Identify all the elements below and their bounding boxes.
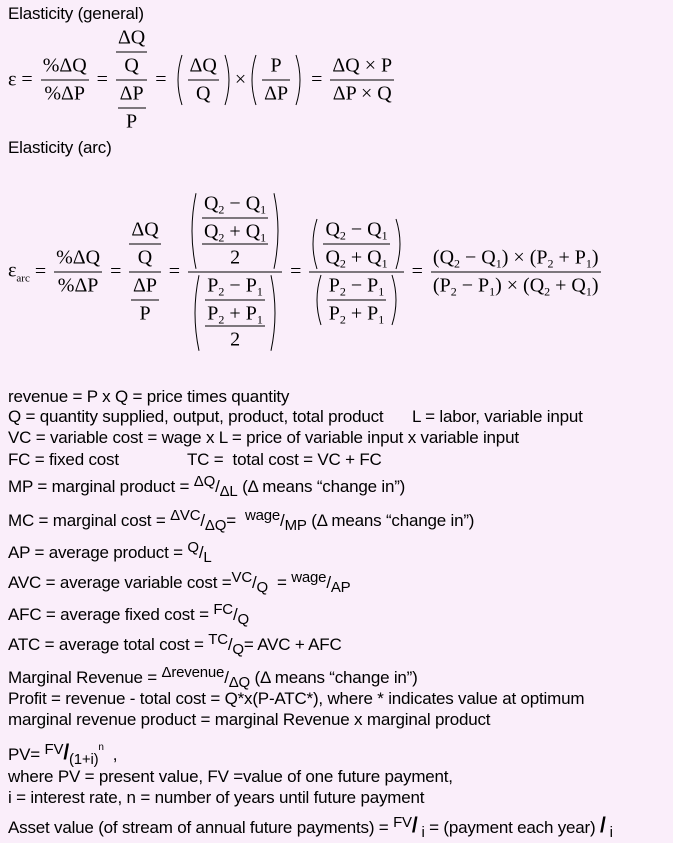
denominator: Q bbox=[232, 641, 244, 658]
parenthesized-denominator bbox=[191, 275, 279, 352]
denominator bbox=[118, 83, 146, 134]
denominator: ΔQ bbox=[228, 674, 251, 691]
numerator: $(Q_2 - Q_1) \times (P_2 + P_1)$ bbox=[432, 246, 599, 271]
line-fc: FC = fixed cost bbox=[8, 450, 119, 469]
subscript: 2 bbox=[218, 230, 225, 245]
numerator: P bbox=[262, 55, 290, 81]
text: AFC = average fixed cost = bbox=[8, 605, 214, 624]
subscript: 2 bbox=[339, 284, 346, 299]
subscript: 1 bbox=[260, 230, 267, 245]
fraction-p-diff-sum bbox=[205, 275, 265, 326]
denominator: (1+i) bbox=[68, 751, 99, 768]
slash: / bbox=[198, 543, 204, 562]
right-paren bbox=[273, 193, 282, 270]
subscript: 2 bbox=[339, 228, 346, 243]
line-q-definition: Q = quantity supplied, output, product, total product bbox=[8, 407, 384, 426]
denominator: Q bbox=[124, 54, 139, 77]
denominator: Q bbox=[237, 611, 249, 628]
numerator: $Q_2 - Q_1$ bbox=[325, 218, 388, 243]
denominator: i bbox=[417, 824, 425, 841]
slash: / bbox=[411, 814, 418, 837]
numerator: TC bbox=[208, 631, 228, 648]
fraction-bar bbox=[309, 272, 403, 273]
fraction-dp-p bbox=[131, 275, 159, 326]
denominator: P bbox=[139, 302, 151, 325]
equals: = bbox=[311, 68, 323, 91]
numerator: $P_2 - P_1$ bbox=[207, 274, 263, 299]
slash: / bbox=[232, 605, 238, 624]
parenthesized-denominator bbox=[313, 275, 401, 326]
numerator: ΔQ bbox=[129, 219, 160, 245]
subscript: 2 bbox=[544, 284, 551, 299]
equals: = bbox=[21, 68, 33, 91]
fraction-q-diff-sum bbox=[202, 193, 268, 244]
fraction-bar bbox=[129, 272, 160, 273]
times: × bbox=[234, 68, 247, 91]
fraction-final bbox=[330, 55, 394, 106]
epsilon-symbol: ε bbox=[8, 68, 17, 91]
numerator: FV bbox=[393, 814, 412, 831]
equals: = bbox=[168, 260, 180, 283]
right-paren bbox=[395, 219, 404, 270]
subscript: 2 bbox=[547, 256, 554, 271]
line-revenue: revenue = P x Q = price times quantity bbox=[8, 387, 290, 406]
parenthesized-fraction bbox=[174, 55, 233, 106]
subscript: 2 bbox=[218, 312, 225, 327]
fraction-dq-q bbox=[116, 27, 147, 78]
parenthesized-numerator bbox=[309, 219, 403, 270]
fraction-p-dp bbox=[262, 55, 290, 106]
numerator: ΔP bbox=[131, 275, 159, 301]
text: Asset value (of stream of annual future payments) = bbox=[8, 818, 394, 837]
fraction-compound bbox=[129, 219, 160, 326]
text: = AVC + AFC bbox=[243, 635, 342, 654]
denominator: ΔL bbox=[219, 483, 238, 500]
denominator: i bbox=[605, 824, 613, 841]
subscript: 1 bbox=[378, 284, 385, 299]
slash: / bbox=[227, 635, 233, 654]
line-avc bbox=[8, 568, 350, 598]
parenthesized-numerator bbox=[188, 193, 282, 270]
denominator: Q bbox=[137, 246, 153, 269]
fraction-bar bbox=[188, 272, 282, 273]
numerator: ΔQ bbox=[193, 473, 216, 490]
line-where-pv: where PV = present value, FV =value of one future payment, bbox=[8, 767, 453, 786]
left-paren bbox=[174, 55, 183, 106]
denominator: $Q_2 + Q_1$ bbox=[203, 220, 267, 245]
text: ATC = average total cost = bbox=[8, 635, 209, 654]
text: Marginal Revenue = bbox=[8, 668, 162, 687]
fraction-q-diff-sum bbox=[323, 219, 389, 270]
epsilon-arc bbox=[8, 260, 30, 285]
numerator bbox=[205, 275, 265, 327]
slash: / bbox=[280, 511, 285, 530]
denominator: ΔP bbox=[264, 82, 289, 105]
line-afc bbox=[8, 600, 249, 630]
line-asset-value bbox=[8, 813, 613, 843]
left-paren bbox=[191, 275, 200, 352]
slash: / bbox=[600, 814, 606, 837]
text: MC = marginal cost = bbox=[8, 511, 171, 530]
line-mrp: marginal revenue product = marginal Revenue x marginal product bbox=[8, 710, 491, 729]
numerator: Q bbox=[187, 539, 199, 556]
denominator: L bbox=[203, 549, 212, 566]
equation-elasticity-arc bbox=[8, 193, 604, 352]
equals: = bbox=[110, 260, 122, 283]
line-tc: TC = total cost = VC + FC bbox=[187, 450, 382, 469]
line-where-i: i = interest rate, n = number of years until future payment bbox=[8, 788, 425, 807]
fraction-bar bbox=[116, 80, 147, 81]
subscript: 1 bbox=[256, 284, 263, 299]
subscript: 2 bbox=[218, 284, 225, 299]
text: AP = average product = bbox=[8, 543, 188, 562]
subscript: 1 bbox=[489, 284, 496, 299]
numerator: wage bbox=[244, 507, 281, 524]
equals: = bbox=[34, 260, 47, 283]
denominator: MP bbox=[284, 517, 307, 534]
subscript: 2 bbox=[218, 202, 225, 217]
subscript: 2 bbox=[454, 256, 461, 271]
denominator: $(P_2 - P_1) \times (Q_2 + Q_1)$ bbox=[432, 274, 599, 299]
numerator: wage bbox=[291, 569, 327, 586]
denominator: P bbox=[126, 110, 138, 133]
text: = bbox=[226, 511, 245, 530]
right-paren bbox=[270, 275, 279, 352]
epsilon-symbol: ε bbox=[8, 259, 17, 282]
line-profit: Profit = revenue - total cost = Q*x(P-ATC*), where * indicates value at optimum bbox=[8, 689, 585, 708]
fraction-midpoint bbox=[188, 193, 282, 352]
denominator: $P_2 + P_1$ bbox=[328, 302, 385, 327]
denominator: %ΔP bbox=[57, 274, 99, 297]
subscript: 1 bbox=[381, 256, 388, 271]
line-ap bbox=[8, 538, 212, 568]
fraction-dp-p bbox=[118, 83, 146, 134]
equals: = bbox=[96, 68, 108, 91]
subscript: 2 bbox=[450, 284, 457, 299]
slash: / bbox=[251, 573, 257, 592]
slash: / bbox=[200, 511, 205, 530]
subscript: 1 bbox=[585, 256, 592, 271]
heading-elasticity-arc: Elasticity (arc) bbox=[8, 138, 112, 157]
left-paren bbox=[309, 219, 318, 270]
numerator bbox=[202, 193, 268, 245]
fraction-dq-q bbox=[129, 219, 160, 270]
equals: = bbox=[155, 68, 167, 91]
line-vc: VC = variable cost = wage x L = price of variable input x variable input bbox=[8, 428, 519, 447]
text: = bbox=[267, 573, 292, 592]
line-l-definition: L = labor, variable input bbox=[412, 407, 583, 426]
slash: / bbox=[326, 573, 331, 592]
text: (Δ means “change in”) bbox=[237, 477, 406, 496]
line-mc bbox=[8, 506, 474, 536]
subscript: 1 bbox=[381, 228, 388, 243]
right-paren bbox=[224, 55, 233, 106]
text: = (payment each year) bbox=[424, 818, 600, 837]
numerator: $P_2 - P_1$ bbox=[328, 274, 385, 299]
denominator: %ΔP bbox=[44, 82, 85, 105]
right-paren bbox=[391, 275, 400, 326]
subscript: 1 bbox=[256, 312, 263, 327]
denominator: Q bbox=[256, 579, 268, 596]
slash: / bbox=[63, 741, 69, 764]
fraction-dq-q bbox=[188, 55, 219, 106]
text: AVC = average variable cost = bbox=[8, 573, 232, 592]
text: (Δ means “change in”) bbox=[250, 668, 418, 687]
denominator: ΔQ bbox=[204, 517, 227, 534]
subscript: 1 bbox=[260, 202, 267, 217]
text: MP = marginal product = bbox=[8, 477, 194, 496]
numerator: ΔQ bbox=[116, 27, 147, 53]
fraction-p-pct bbox=[205, 275, 265, 352]
denominator: 2 bbox=[230, 328, 241, 351]
line-present-value bbox=[8, 738, 117, 770]
subscript: 1 bbox=[378, 312, 385, 327]
text: PV= bbox=[8, 745, 45, 764]
numerator: FC bbox=[213, 601, 233, 618]
numerator: VC bbox=[231, 569, 252, 586]
subscript: 2 bbox=[339, 256, 346, 271]
numerator: %ΔQ bbox=[54, 247, 102, 273]
denominator: 2 bbox=[230, 246, 241, 269]
fraction-final bbox=[431, 247, 601, 298]
numerator: ΔVC bbox=[170, 507, 201, 524]
denominator: AP bbox=[330, 579, 351, 596]
fraction-simplified bbox=[309, 219, 403, 326]
equals: = bbox=[290, 260, 302, 283]
subscript: 1 bbox=[495, 256, 502, 271]
numerator: ΔP bbox=[118, 83, 146, 109]
numerator: Δrevenue bbox=[161, 664, 225, 681]
line-mp bbox=[8, 472, 405, 502]
fraction-pct bbox=[41, 55, 89, 106]
equation-elasticity-general bbox=[8, 27, 397, 134]
denominator: $Q_2 + Q_1$ bbox=[325, 246, 388, 271]
fraction-pct bbox=[54, 247, 102, 298]
slash: / bbox=[224, 668, 229, 687]
subscript: 1 bbox=[585, 284, 592, 299]
left-paren bbox=[248, 55, 257, 106]
numerator: $Q_2 - Q_1$ bbox=[203, 192, 267, 217]
slash: / bbox=[215, 477, 220, 496]
fraction-compound bbox=[116, 27, 147, 134]
numerator: ΔQ × P bbox=[330, 55, 394, 81]
denominator: ΔP × Q bbox=[332, 82, 392, 105]
numerator: ΔQ bbox=[188, 55, 219, 81]
equals: = bbox=[411, 260, 423, 283]
fraction-p-diff-sum bbox=[327, 275, 387, 326]
numerator: FV bbox=[44, 741, 64, 758]
left-paren bbox=[188, 193, 197, 270]
left-paren bbox=[313, 275, 322, 326]
subscript: 2 bbox=[339, 312, 346, 327]
text: (Δ means “change in”) bbox=[306, 511, 475, 530]
text: , bbox=[103, 745, 118, 764]
fraction-q-pct bbox=[202, 193, 268, 270]
denominator: Q bbox=[195, 82, 211, 105]
numerator: %ΔQ bbox=[41, 55, 89, 81]
heading-elasticity-general: Elasticity (general) bbox=[8, 4, 144, 23]
parenthesized-fraction bbox=[248, 55, 304, 106]
right-paren bbox=[295, 55, 304, 106]
subscript-arc: arc bbox=[16, 272, 30, 285]
line-atc bbox=[8, 630, 342, 660]
exponent: n bbox=[98, 742, 104, 753]
numerator bbox=[116, 27, 147, 78]
denominator: $P_2 + P_1$ bbox=[207, 302, 263, 327]
